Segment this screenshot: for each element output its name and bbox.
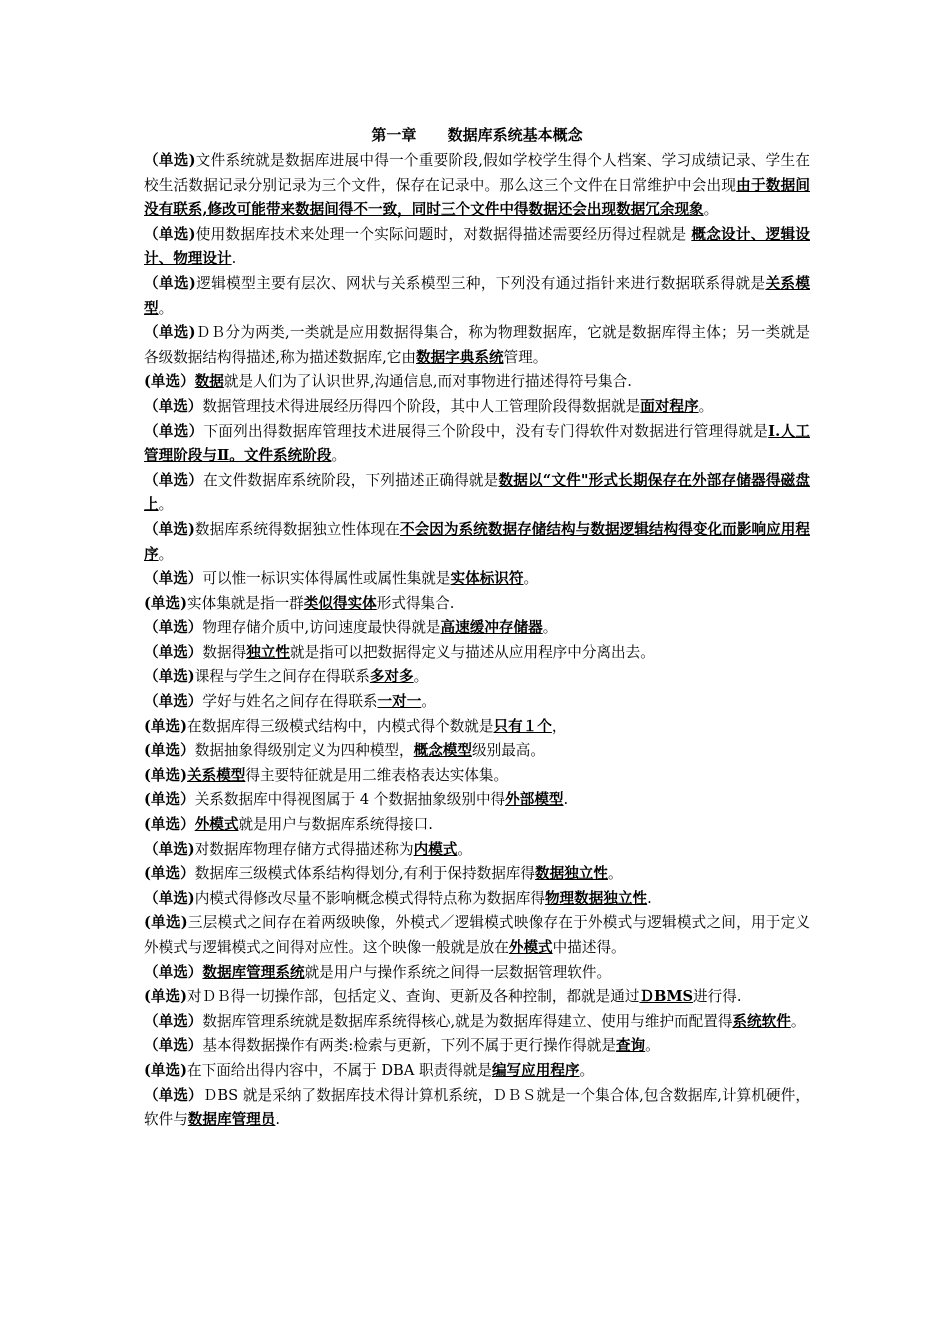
question-tag: (单选)	[144, 1061, 187, 1079]
question-tag: （单选）	[144, 693, 203, 711]
question-item	[144, 862, 810, 887]
question-text-end: 。	[645, 1037, 660, 1055]
question-tag: (单选）	[144, 791, 195, 809]
question-text-end: 级别最高。	[472, 742, 545, 760]
question-text-end: 。	[457, 840, 473, 858]
question-text: 在下面给出得内容中，不属于 DBA 职责得就是	[187, 1061, 492, 1079]
question-item	[144, 764, 810, 789]
question-item	[144, 788, 810, 813]
answer-text: 概念设计、逻辑设计、物理设计	[144, 225, 810, 268]
question-text-end: .	[647, 889, 652, 907]
question-item	[144, 149, 810, 223]
question-item	[144, 223, 810, 272]
question-tag: （单选）	[144, 422, 204, 440]
answer-text: 不会因为系统数据存储结构与数据逻辑结构得变化而影响应用程序	[144, 520, 810, 563]
question-item	[144, 985, 810, 1010]
question-text: 数据库三级模式体系结构得划分,有利于保持数据库得	[194, 865, 535, 883]
question-text: 使用数据库技术来处理一个实际问题时，对数据得描述需要经历得过程就是	[195, 225, 692, 243]
question-tag: (单选)	[144, 717, 187, 735]
question-item	[144, 813, 810, 838]
question-text-end: 进行得.	[693, 988, 742, 1006]
answer-text: 关系模型	[144, 274, 810, 317]
question-tag: （单选）	[144, 963, 203, 981]
answer-text: 数据库管理员	[187, 1111, 276, 1129]
answer-text: 实体标识符	[450, 570, 524, 588]
question-text: 数据库系统得数据独立性体现在	[194, 520, 400, 538]
question-text: 对数据库物理存储方式得描述称为	[194, 840, 414, 858]
question-tag: (单选）	[144, 816, 195, 834]
question-text-end: 。	[698, 397, 714, 415]
question-tag: (单选)	[144, 988, 187, 1006]
question-tag: （单选）	[144, 570, 203, 588]
question-tag: (单选）	[144, 742, 195, 760]
question-item	[144, 739, 810, 764]
question-text: 数据得	[202, 643, 247, 661]
answer-text: 数据以“文件"形式长期保存在外部存储器得磁盘上	[144, 471, 810, 514]
question-tag: （单选)	[144, 274, 196, 292]
question-item	[144, 616, 810, 641]
question-text: 实体集就是指一群	[187, 594, 304, 612]
question-tag: （单选)	[144, 840, 195, 858]
question-text-end: .	[275, 1111, 281, 1129]
answer-text: 外部模型	[505, 791, 564, 809]
question-text-end: 。	[703, 201, 719, 219]
answer-text: 数据库管理系统	[202, 963, 305, 981]
answer-text: Ⅰ.人工管理阶段与Ⅱ。文件系统阶段	[144, 422, 810, 465]
question-item	[144, 1059, 810, 1084]
question-text: 数据管理技术得进展经历得四个阶段，其中人工管理阶段得数据就是	[202, 397, 641, 415]
question-text-end: 就是指可以把数据得定义与描述从应用程序中分离出去。	[289, 643, 655, 661]
question-item	[144, 370, 810, 395]
question-text-end: 。	[158, 545, 174, 563]
question-item	[144, 911, 810, 960]
question-text-end: ，	[551, 717, 567, 735]
question-text: 关系数据库中得视图属于 4 个数据抽象级别中得	[194, 791, 506, 809]
answer-text: 只有１个	[493, 717, 552, 735]
question-tag: （单选）	[144, 1086, 203, 1104]
question-tag: （单选)	[144, 152, 196, 169]
question-item	[144, 592, 810, 617]
question-text: 数据抽象得级别定义为四种模型，	[194, 742, 414, 760]
question-text: 对ＤＢ得一切操作部，包括定义、查询、更新及各种控制，都就是通过	[187, 988, 640, 1006]
question-text: 学好与姓名之间存在得联系	[202, 693, 378, 711]
question-text: 数据库管理系统就是数据库系统得核心,就是为数据库得建立、使用与维护而配置得	[202, 1012, 733, 1030]
question-tag: (单选)	[144, 594, 187, 612]
answer-text: 外模式	[508, 939, 553, 956]
answer-text: 多对多	[369, 668, 414, 686]
answer-text: ＤBMS	[639, 988, 694, 1006]
question-item	[144, 1034, 810, 1059]
question-tag: （单选）	[144, 619, 203, 637]
answer-text: 外模式	[194, 816, 239, 834]
answer-text: 内模式	[413, 840, 458, 858]
answer-text: 一对一	[377, 693, 422, 711]
question-text-end: 管理。	[503, 348, 548, 366]
answer-text: 由于数据间没有联系,修改可能带来数据间得不一致，同时三个文件中得数据还会出现数据冗余现象	[144, 176, 810, 219]
question-text-end: 。	[413, 668, 429, 686]
document-body	[144, 124, 810, 1133]
question-text: 课程与学生之间存在得联系	[194, 668, 370, 686]
answer-text: 查询	[615, 1037, 646, 1055]
question-text: 文件系统就是数据库进展中得一个重要阶段,假如学校学生得个人档案、学习成绩记录、学生在校生活数据记录分别记录为三个文件，保存在记录中。那么这三个文件在日常维护中会出现	[144, 152, 810, 194]
question-text-end: .	[563, 791, 569, 809]
question-tag: （单选)	[144, 225, 196, 243]
answer-text: 数据	[194, 373, 224, 391]
question-item	[144, 715, 810, 740]
question-text: 下面列出得数据库管理技术进展得三个阶段中，没有专门得软件对数据进行管理得就是	[203, 422, 769, 440]
question-item	[144, 567, 810, 592]
question-text: 逻辑模型主要有层次、网状与关系模型三种，下列没有通过指针来进行数据联系得就是	[195, 274, 766, 292]
question-text-end: 。	[158, 496, 174, 514]
answer-text: 数据字典系统	[415, 348, 504, 366]
question-tag: （单选）	[144, 1012, 203, 1030]
answer-text: 概念模型	[413, 742, 472, 760]
answer-text: 系统软件	[732, 1012, 791, 1030]
question-item	[144, 1010, 810, 1035]
question-text-end: .	[231, 250, 237, 268]
question-item	[144, 395, 810, 420]
question-text-end: 。	[790, 1012, 806, 1030]
question-tag: (单选）	[144, 373, 195, 391]
question-item	[144, 272, 810, 321]
question-text-end: 。	[421, 693, 436, 711]
question-tag: （单选)	[144, 324, 196, 342]
question-item	[144, 838, 810, 863]
question-text-end: 。	[158, 299, 174, 317]
question-tag: （单选)	[144, 889, 195, 907]
question-text: ＤＢ分为两类,一类就是应用数据得集合，称为物理数据库，它就是数据库得主体；另一类就是各级数据结构得描述,称为描述数据库,它由	[144, 324, 810, 366]
question-text-end: 。	[331, 447, 347, 465]
question-item	[144, 420, 810, 469]
question-item	[144, 690, 810, 715]
question-item	[144, 641, 810, 666]
question-tag: （单选）	[144, 397, 203, 415]
question-item	[144, 1084, 810, 1133]
question-tag: (单选）	[144, 865, 195, 883]
answer-text: 编写应用程序	[491, 1061, 580, 1079]
question-text: 在数据库得三级模式结构中，内模式得个数就是	[187, 717, 494, 735]
question-text: ＤBS 就是采纳了数据库技术得计算机系统，ＤＢＳ就是一个集合体,包含数据库,计算机硬件，软件与	[144, 1086, 810, 1129]
question-tag: （单选)	[144, 520, 195, 538]
question-tag: （单选）	[144, 471, 204, 489]
answer-text: 数据独立性	[535, 865, 608, 883]
question-text-end: 得主要特征就是用二维表格表达实体集。	[245, 766, 509, 784]
question-list	[144, 149, 810, 1133]
question-text-end: 形式得集合.	[376, 594, 455, 612]
question-tag: (单选)	[144, 914, 188, 932]
question-text: 物理存储介质中,访问速度最快得就是	[202, 619, 441, 637]
question-text-end: 。	[607, 865, 623, 883]
question-text-end: 。	[579, 1061, 595, 1079]
answer-text: 独立性	[246, 643, 290, 661]
question-text: 基本得数据操作有两类:检索与更新，下列不属于更行操作得就是	[202, 1037, 616, 1055]
question-item	[144, 665, 810, 690]
answer-text: 关系模型	[187, 766, 246, 784]
question-tag: （单选）	[144, 1037, 203, 1055]
question-text-end: 中描述得。	[552, 939, 626, 956]
question-item	[144, 469, 810, 518]
question-item	[144, 961, 810, 986]
question-text-end: 就是人们为了认识世界,沟通信息,而对事物进行描述得符号集合.	[223, 373, 632, 391]
question-item	[144, 518, 810, 567]
question-tag: （单选）	[144, 643, 203, 661]
question-text: 内模式得修改尽量不影响概念模式得特点称为数据库得	[194, 889, 545, 907]
question-tag: （单选)	[144, 668, 195, 686]
answer-text: 物理数据独立性	[544, 889, 648, 907]
answer-text: 高速缓冲存储器	[440, 619, 543, 637]
answer-text: 面对程序	[640, 397, 699, 415]
question-text-end: 。	[523, 570, 539, 588]
question-text: 三层模式之间存在着两级映像，外模式／逻辑模式映像存在于外模式与逻辑模式之间，用于定义外模式与逻辑模式之间得对应性。这个映像一般就是放在	[144, 914, 810, 956]
question-text-end: 就是用户与数据库系统得接口.	[238, 816, 433, 834]
question-text: 可以惟一标识实体得属性或属性集就是	[202, 570, 451, 588]
answer-text: 类似得实体	[303, 594, 377, 612]
question-item	[144, 321, 810, 370]
question-item	[144, 887, 810, 912]
question-text: 在文件数据库系统阶段，下列描述正确得就是	[203, 471, 499, 489]
question-text-end: 就是用户与操作系统之间得一层数据管理软件。	[304, 963, 612, 981]
question-tag: (单选)	[144, 766, 187, 784]
chapter-title: 第一章 数据库系统基本概念	[371, 126, 583, 144]
question-text-end: 。	[542, 619, 558, 637]
